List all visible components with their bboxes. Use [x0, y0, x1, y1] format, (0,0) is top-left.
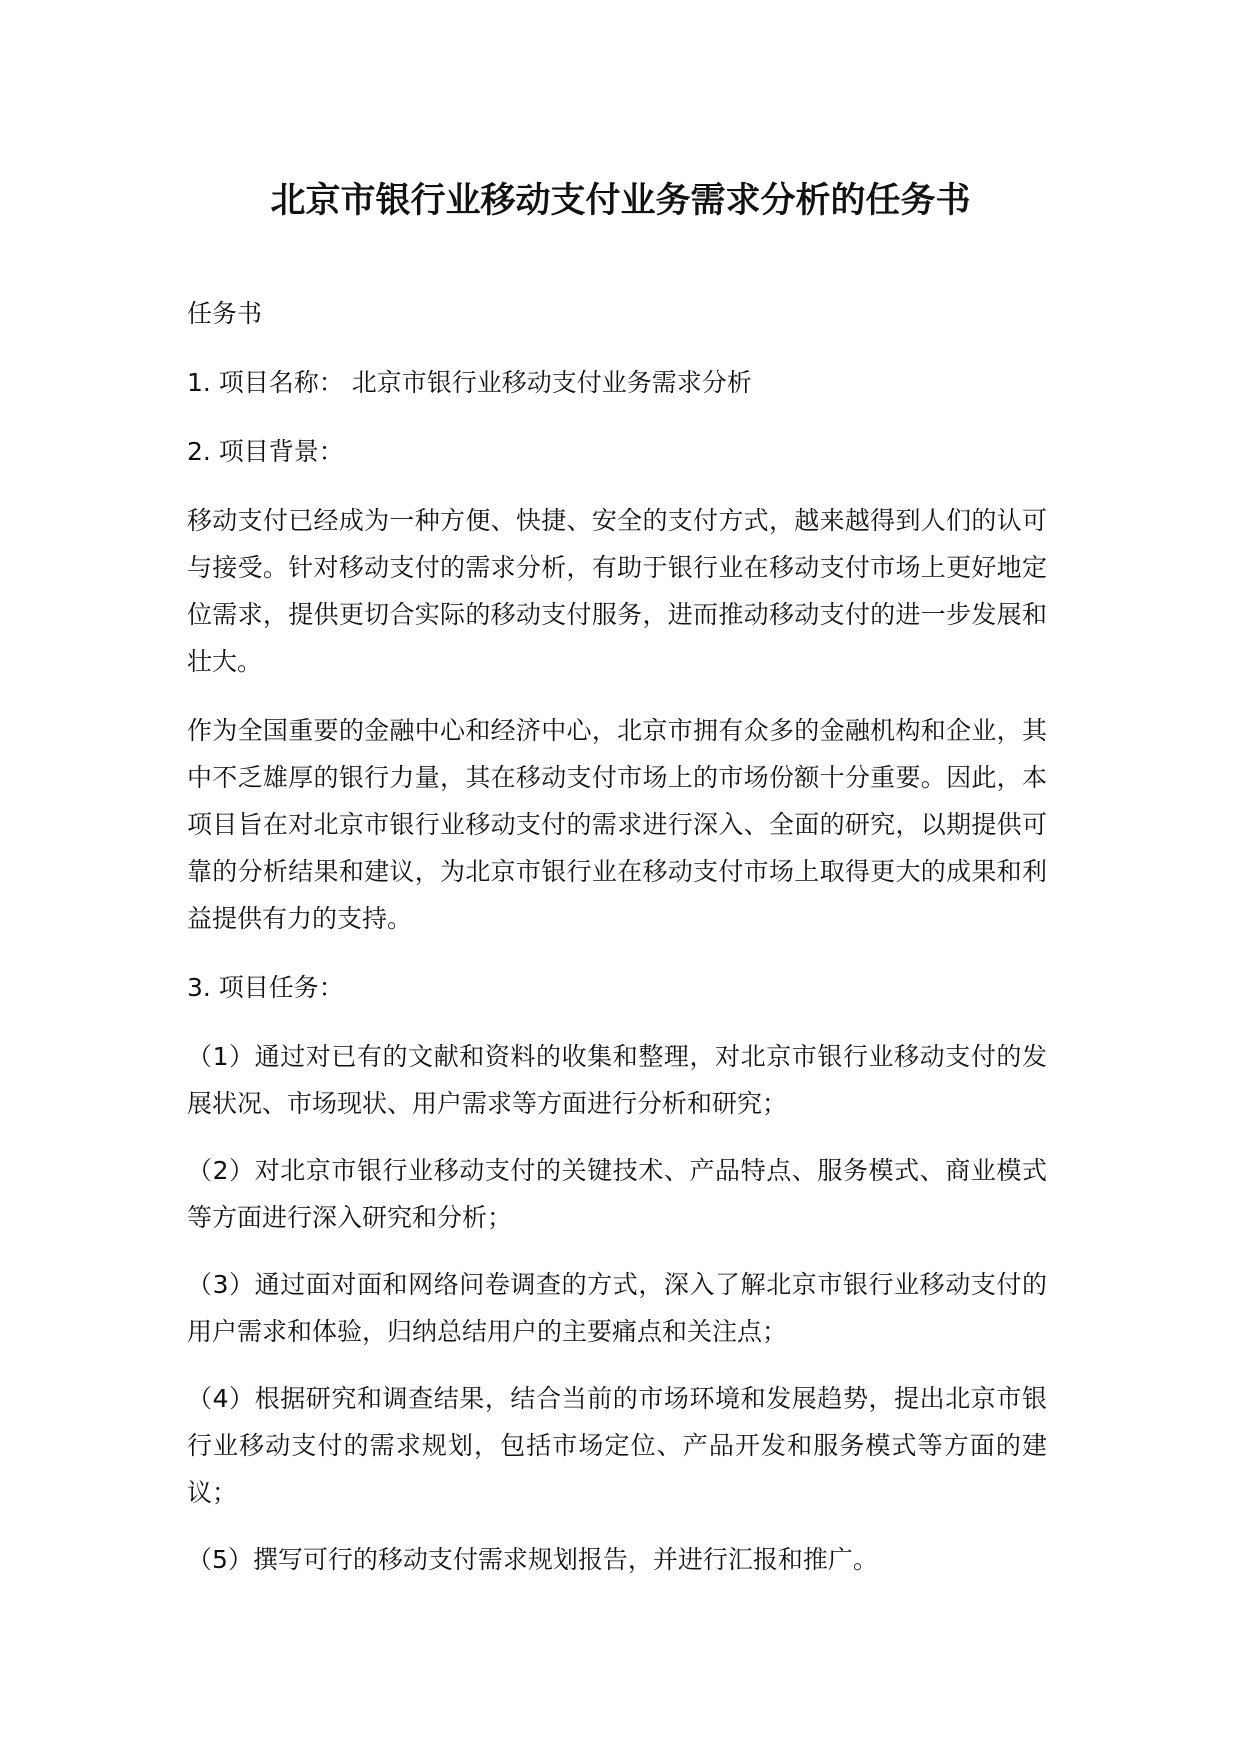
- document-title: 北京市银行业移动支付业务需求分析的任务书: [270, 181, 971, 221]
- task-item-4: （4）根据研究和调查结果，结合当前的市场环境和发展趋势，提出北京市银行业移动支付的需求规划，包括市场定位、产品开发和服务模式等方面的建议；: [187, 1384, 1047, 1507]
- task-item-2: （2）对北京市银行业移动支付的关键技术、产品特点、服务模式、商业模式等方面进行深入研究和分析；: [187, 1156, 1047, 1232]
- background-paragraph-2: 作为全国重要的金融中心和经济中心，北京市拥有众多的金融机构和企业，其中不乏雄厚的银行力量，其在移动支付市场上的市场份额十分重要。因此，本项目旨在对北京市银行业移动支付的需求进行深入、全面的研究，以期提供可靠的分析结果和建议，为北京市银行业在移动支付市场上取得更大的成果和利益提供有力的支持。: [187, 716, 1047, 933]
- project-tasks-heading: 3. 项目任务：: [187, 973, 344, 1002]
- task-item-5: （5）撰写可行的移动支付需求规划报告，并进行汇报和推广。: [187, 1545, 878, 1574]
- project-name-item: 1. 项目名称： 北京市银行业移动支付业务需求分析: [187, 368, 752, 397]
- task-item-3: （3）通过面对面和网络问卷调查的方式，深入了解北京市银行业移动支付的用户需求和体验，归纳总结用户的主要痛点和关注点；: [187, 1270, 1047, 1346]
- section-heading: 任务书: [187, 299, 263, 328]
- background-paragraph-1: 移动支付已经成为一种方便、快捷、安全的支付方式，越来越得到人们的认可与接受。针对移动支付的需求分析，有助于银行业在移动支付市场上更好地定位需求，提供更切合实际的移动支付服务，进而推动移动支付的进一步发展和壮大。: [187, 506, 1047, 676]
- project-background-heading: 2. 项目背景：: [187, 437, 344, 466]
- document-body: [187, 290, 1047, 1603]
- task-item-1: （1）通过对已有的文献和资料的收集和整理，对北京市银行业移动支付的发展状况、市场现状、用户需求等方面进行分析和研究；: [187, 1042, 1047, 1118]
